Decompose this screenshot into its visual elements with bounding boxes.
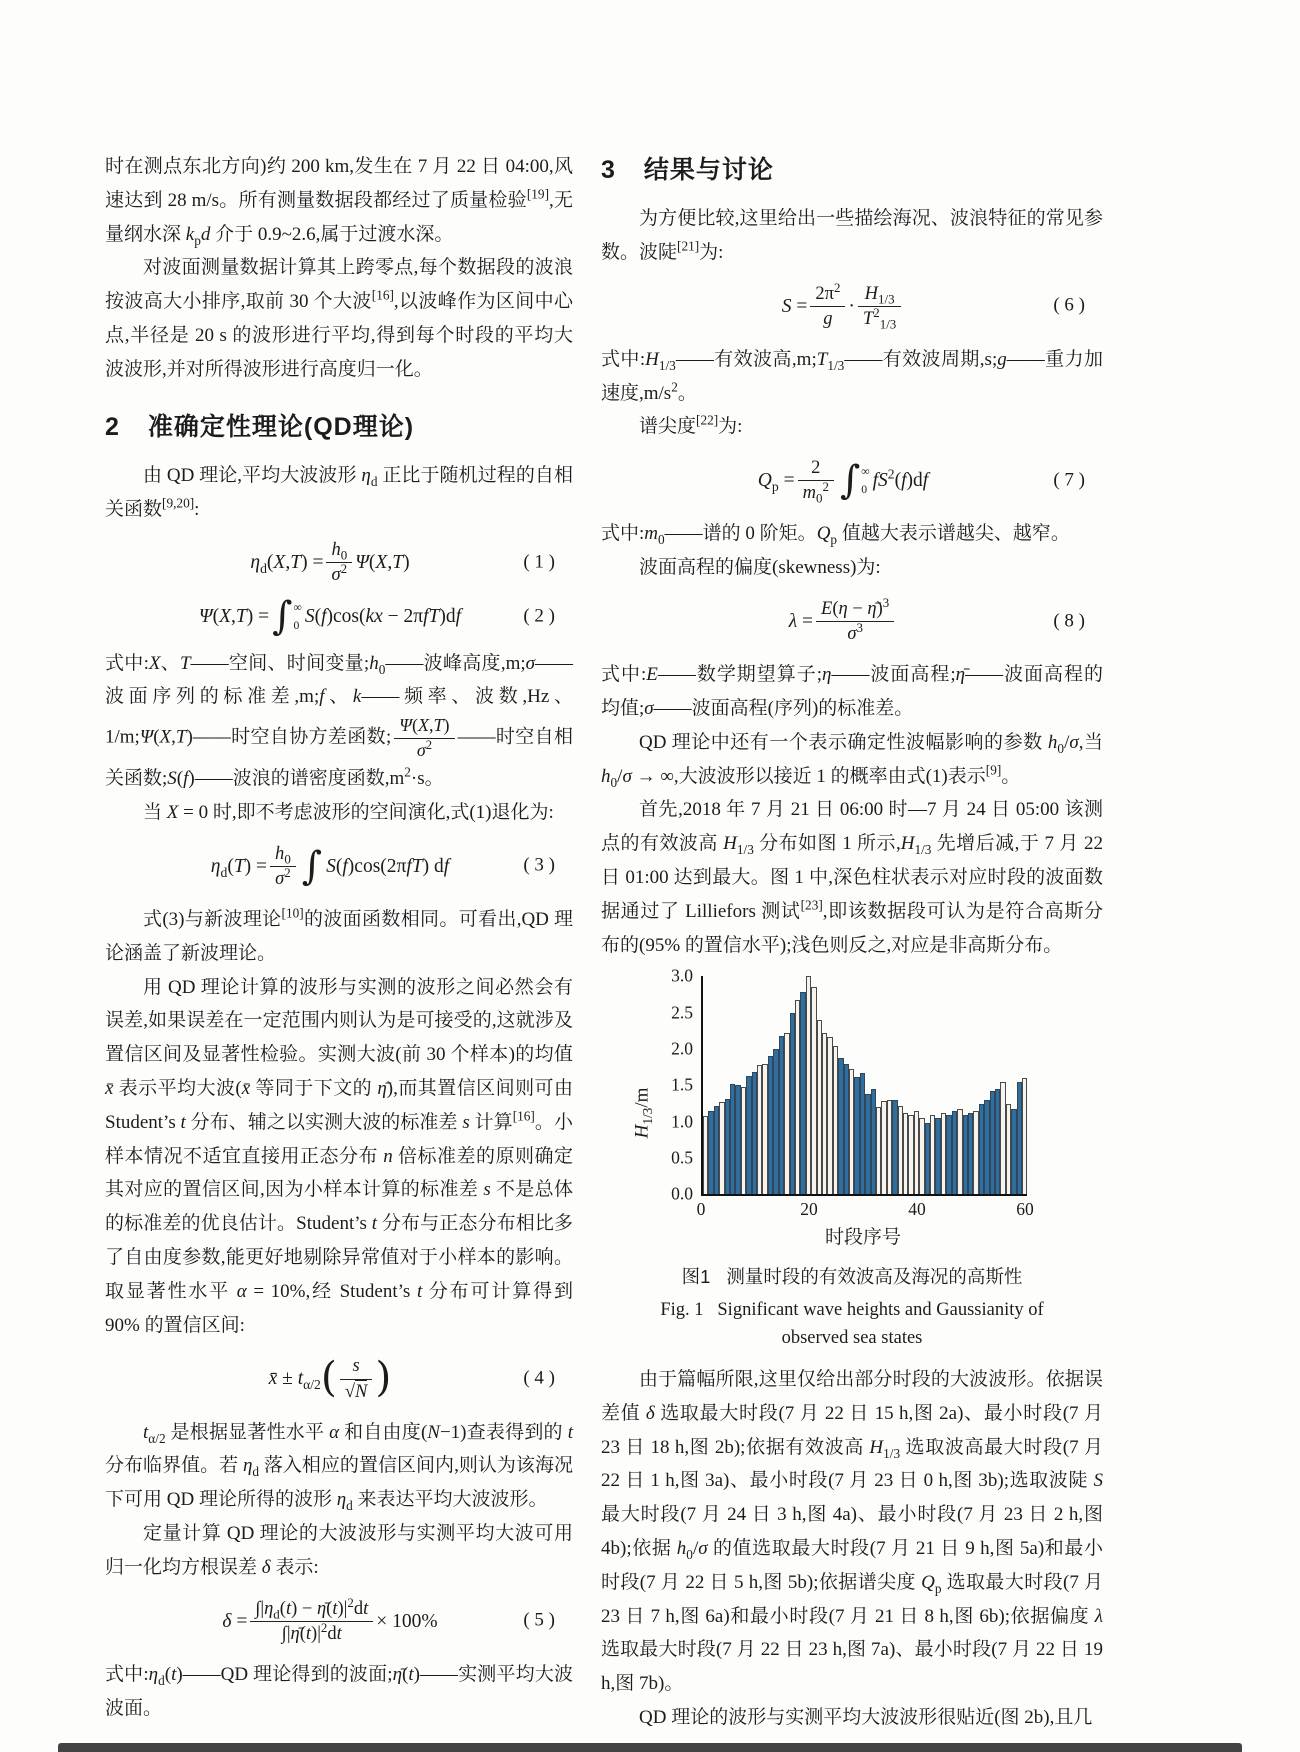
paragraph-p6: 式(3)与新波理论[10]的波面函数相同。可看出,QD 理论涵盖了新波理论。: [105, 905, 573, 964]
y-tick-2.5: 2.5: [671, 1002, 693, 1023]
y-axis-ticks: [657, 965, 701, 1204]
x-tick-40: 40: [908, 1199, 926, 1220]
figure1-label-zh: 图1: [681, 1266, 711, 1288]
paragraph-p19: 由于篇幅所限,这里仅给出部分时段的大波波形。依据误差值 δ 选取最大时段(7 月 22 日 15 h,图 2a)、最小时段(7 月 23 日 18 h,图 2b);依据有效波高 $H_{1/3}$ 选取波高最大时段(7 月 22 日 1 h,图 3a)、最小时段(7 月 23 日 0 h,图 3b);选取波陡 S 最大时段(7 月 24 日 3 h,图 4a)、最小时段(7 月 23 日 2 h,图 4b);依据 $h_0/\sigma$ 的值选取最大时段(7 月 21 日 9 h,图 5a)和最小时段(7 月 22 日 5 h,图 5b);依据谱尖度 $Q_p$ 选取最大时段(7 月 23 日 7 h,图 6a)和最小时段(7 月 21 日 8 h,图 6b);依据偏度 λ 选取最大时段(7 月 22 日 23 h,图 7a)、最小时段(7 月 22 日 19 h,图 7b)。: [601, 1368, 1104, 1695]
paragraph-p9: 定量计算 QD 理论的大波波形与实测平均大波可用归一化均方根误差 δ 表示:: [105, 1523, 573, 1578]
y-axis-label: $H_{1/3}/m$: [631, 1087, 655, 1139]
paragraph-p17: QD 理论中还有一个表示确定性波幅影响的参数 $h_0/\sigma$,当 $h_0/\sigma$ → ∞,大波波形以接近 1 的概率由式(1)表示[9]。: [601, 731, 1103, 790]
equation-2: Ψ(X,T) = ∫ ∞ 0 S(f)cos(kx − 2πfT)df ( 2 ): [198, 594, 555, 640]
paragraph-p18: 首先,2018 年 7 月 21 日 06:00 时—7 月 24 日 05:00 该测点的有效波高 $H_{1/3}$ 分布如图 1 所示$,H_{1/3}$ 先增后减,于 7 月 22 日 01:00 达到最大。图 1 中,深色柱状表示对应时段的波面数据通过了 Lilliefors 测试[23],即该数据段可认为是符合高斯分布的(95% 的置信水平);浅色则反之,对应是非高斯分布。: [601, 799, 1103, 956]
x-axis-ticks: [696, 1196, 1034, 1222]
equation-8: λ = $\frac{E(\eta - \etā)^3}{\sigma^3}$ ( 8 ): [788, 594, 1085, 645]
x-tick-0: 0: [696, 1199, 706, 1220]
paragraph-p1: 时在测点东北方向)约 200 km,发生在 7 月 22 日 04:00,风速达到 28 m/s。所有测量数据段都经过了质量检验[19],无量纲水深 $k_pd$ 介于 0.9~2.6,属于过渡水深。: [105, 156, 573, 248]
paragraph-p2: 对波面测量数据计算其上跨零点,每个数据段的波浪按波高大小排序,取前 30 个大波[16],以波峰作为区间中心点,半径是 20 s 的波形进行平均,得到每个时段的平均大波波形,并对所得波形进行高度归一化。: [105, 257, 573, 380]
paragraph-p8: $t_{\alpha/2}$ 是根据显著性水平 α 和自由度(N−1)查表得到的 t 分布临界值。若 $\eta_d$ 落入相应的置信区间内,则认为该海况下可用 QD 理论所得的波形 $\eta_d$ 来表达平均大波波形。: [105, 1421, 573, 1514]
paragraph-p12: 式中$:H_{1/3}——$有效波高$,m;T_{1/3}——$有效波周期,s;g——重力加速度$,m/s^2$。: [601, 348, 1103, 404]
paragraph-p13: 谱尖度[22]为:: [639, 413, 743, 438]
equation-3: $\eta_d(T)$ = $\frac{h_0}{\sigma^2}$ ∫ S(f)cos(2πfT) df ( 3 ): [210, 842, 555, 889]
section-number: 2: [105, 412, 120, 441]
bar-60: [1022, 1078, 1027, 1194]
right-column: [601, 150, 1103, 1735]
equation-7: $Q_p$ = $\frac{2}{m_0^2}$ ∫ ∞ 0 $fS^2(f)df$ ( 7 ): [757, 457, 1085, 506]
paragraph-p7: 用 QD 理论计算的波形与实测的波形之间必然会有误差,如果误差在一定范围内则认为是可接受的,这就涉及置信区间及显著性检验。实测大波(前 30 个样本)的均值 x̄ 表示平均大波(x̄ 等同于下文的 η̄),而其置信区间则可由 Student’s t 分布、辅之以实测大波的标准差 s 计算[16]。小样本情况不适宜直接用正态分布 n 倍标准差的原则确定其对应的置信区间,因为小样本计算的标准差 s 不是总体的标准差的优良估计。Student’s t 分布与正态分布相比多了自由度参数,能更好地剔除异常值对于小样本的影响。取显著性水平 α = 10%,经 Student’s t 分布可计算得到 90% 的置信区间:: [105, 976, 574, 1336]
page-bottom-scan-edge: [58, 1743, 1242, 1752]
figure1-caption-zh: 图1 测量时段的有效波高及海况的高斯性: [681, 1266, 1023, 1288]
paragraph-p3: 由 QD 理论,平均大波波形 $\eta_d$ 正比于随机过程的自相关函数[9,20]:: [105, 464, 573, 520]
paragraph-p15: 波面高程的偏度(skewness)为:: [639, 557, 881, 579]
equation-4: x̄ ± $t_{\alpha/2}$ ( $\frac{s}{√N}$ ) ( 4 ): [268, 1353, 555, 1402]
paragraph-p10: 式中$:\eta_d(t)——QD$ 理论得到的波面;η̄(t)——实测平均大波波面。: [105, 1663, 573, 1719]
left-column: [105, 150, 573, 1735]
paragraph-p14: 式中$:m_0——$谱的 0 阶矩。$Q_p$ 值越大表示谱越尖、越窄。: [601, 523, 1070, 548]
x-tick-60: 60: [1016, 1199, 1034, 1220]
x-tick-20: 20: [800, 1199, 818, 1220]
x-axis-label: 时段序号: [824, 1227, 901, 1249]
y-tick-0.5: 0.5: [671, 1147, 693, 1168]
figure-1: [601, 965, 1103, 1353]
equation-6: S = $\frac{2\pi^2}{g}$ · $\frac{H_{1/3}}{T^2_{1/3}}$ ( 6 ): [781, 279, 1085, 332]
plot-area: [701, 976, 1027, 1196]
paragraph-p5: 当 X = 0 时,即不考虑波形的空间演化,式(1)退化为:: [143, 801, 554, 823]
y-tick-3.0: 3.0: [671, 965, 693, 986]
section-heading-2: [105, 407, 573, 443]
section-heading-3: [601, 150, 1103, 186]
section-number: 3: [601, 156, 616, 184]
y-tick-0.0: 0.0: [671, 1183, 693, 1204]
y-tick-1.5: 1.5: [671, 1074, 693, 1095]
figure1-chart: [627, 965, 1103, 1249]
section-title: 结果与讨论: [643, 156, 774, 184]
paragraph-p20: QD 理论的波形与实测平均大波波形很贴近(图 2b),且几: [639, 1707, 1093, 1729]
section-title: 准确定性理论(QD理论): [147, 412, 415, 441]
figure1-label-en: Fig. 1: [660, 1300, 704, 1321]
y-tick-1.0: 1.0: [671, 1111, 693, 1132]
y-tick-2.0: 2.0: [671, 1038, 693, 1059]
equation-5: δ = $\frac{\int|\eta_d(t) - \etā(t)|^2dt}{\int|\etā(t)|^2dt}$ × 100% ( 5 ): [222, 1594, 555, 1644]
paragraph-p11: 为方便比较,这里给出一些描绘海况、波浪特征的常见参数。波陡[21]为:: [601, 208, 1103, 263]
plot-column: [696, 976, 1034, 1249]
paragraph-p16: 式中:E——数学期望算子;η——波面高程;η̄——波面高程的均值;σ——波面高程(序列)的标准差。: [601, 664, 1104, 719]
paragraph-p4: 式中:X、T——空间、时间变量$;h_0——$波峰高度,m;σ——波面序列的标准差,m;f、k——频率、波数,Hz、1/m;Ψ(X,T)——时空自协方差函数; $\frac{\Psi(X,T)}{\sigma^2}$ ——时空自相关函数;S(f)——波浪的谱密度函数$,m^2\cdot s$。: [105, 652, 573, 790]
figure1-caption-en: Fig. 1 Significant wave heights and Gaussianity of observed sea states: [660, 1300, 1044, 1349]
equation-1: $\eta_d(X,T)$ = $\frac{h_0}{\sigma^2}$ Ψ(X,T) ( 1 ): [250, 539, 555, 586]
